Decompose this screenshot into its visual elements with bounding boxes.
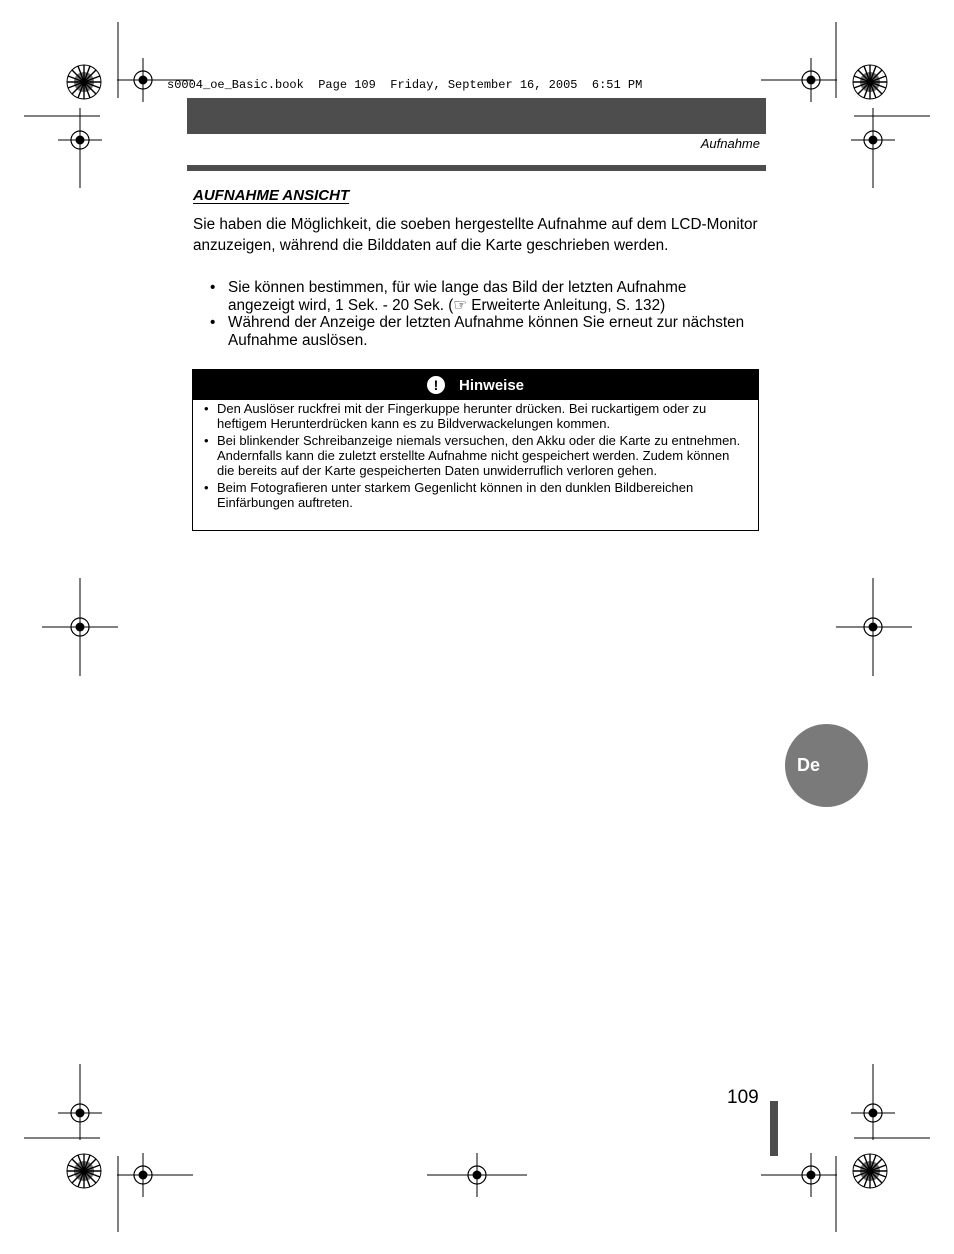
- page-tab: [770, 1101, 778, 1156]
- top-bar: [187, 98, 766, 134]
- registration-star-icon: [853, 65, 887, 99]
- registration-star-icon: [853, 1154, 887, 1188]
- section-heading: AUFNAHME ANSICHT: [193, 187, 350, 204]
- bullet-list: [210, 279, 770, 349]
- reference-hand-icon: ☞: [453, 296, 468, 314]
- intro-paragraph: Sie haben die Möglichkeit, die soeben hergestellte Aufnahme auf dem LCD-Monitor anzuzeigen, während die Bilddaten auf die Karte geschrieben werden.: [193, 216, 758, 254]
- page-number: 109: [727, 1087, 759, 1108]
- list-item: • Beim Fotografieren unter starkem Gegenlicht können in den dunklen Bildbereichen Einfärbungen auftreten.: [204, 480, 694, 510]
- list-item: • Den Auslöser ruckfrei mit der Fingerkuppe herunter drücken. Bei ruckartigem oder zu heftigem Herunterdrücken kann es zu Bildverwackelungen kommen.: [204, 401, 707, 431]
- file-header: s0004_oe_Basic.book Page 109 Friday, September 16, 2005 6:51 PM: [167, 78, 643, 92]
- divider: [187, 165, 766, 171]
- list-item: • Während der Anzeige der letzten Aufnahme können Sie erneut zur nächsten Aufnahme auslösen.: [210, 314, 745, 349]
- list-item: • Sie können bestimmen, für wie lange das Bild der letzten Aufnahme angezeigt wird, 1 Sek. - 20 Sek. (☞ Erweiterte Anleitung, S. 132): [210, 279, 687, 314]
- language-badge: De: [785, 724, 868, 807]
- bullet-icon: •: [210, 314, 216, 331]
- notes-box: [192, 369, 759, 531]
- registration-star-icon: [67, 65, 101, 99]
- notes-list: [193, 400, 758, 511]
- bullet-icon: •: [210, 279, 216, 296]
- registration-star-icon: [67, 1154, 101, 1188]
- notes-title: Hinweise: [458, 376, 525, 394]
- warning-icon: !: [427, 376, 445, 394]
- section-label: Aufnahme: [700, 136, 760, 151]
- list-item: • Bei blinkender Schreibanzeige niemals versuchen, den Akku oder die Karte zu entnehmen. Andernfalls kann die zuletzt erstellte Aufnahme nicht gespeichert werden. Zudem können die bereits auf der Karte gespeicherten Daten unwiderruflich verloren gehen.: [204, 433, 741, 478]
- notes-header: [193, 370, 758, 400]
